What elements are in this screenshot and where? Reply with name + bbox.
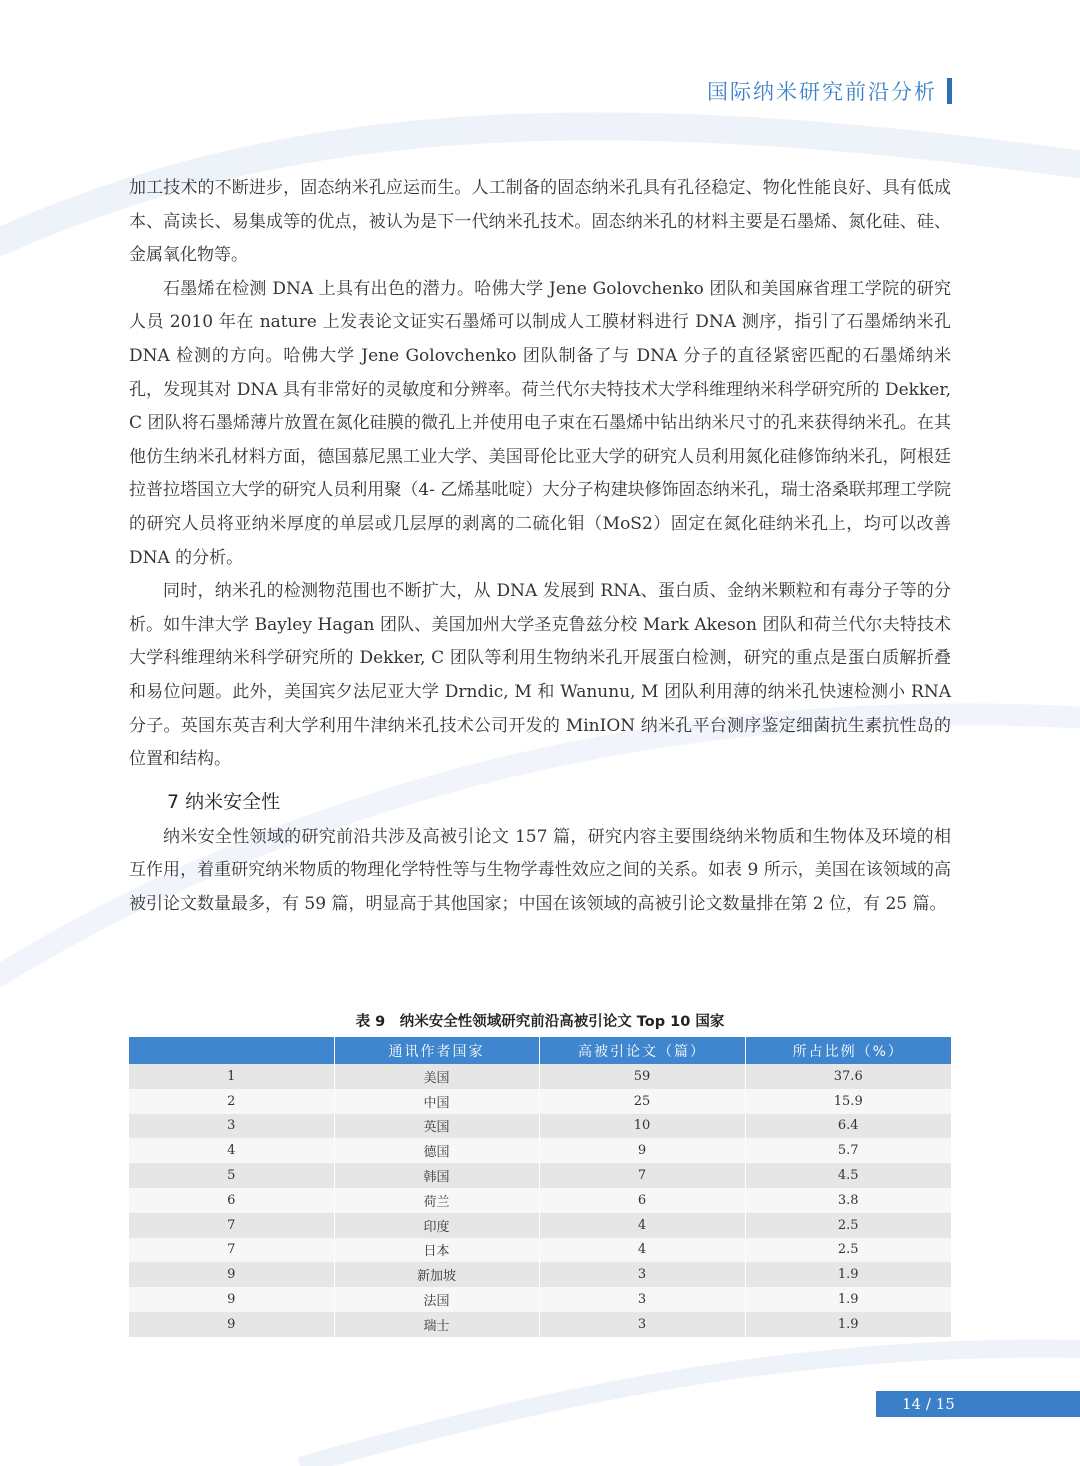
- table-row: [129, 1188, 951, 1213]
- table-row: [129, 1238, 951, 1263]
- cell-papers: 6: [539, 1188, 745, 1213]
- table-row: [129, 1262, 951, 1287]
- cell-papers: 7: [539, 1163, 745, 1188]
- section-paragraph: 纳米安全性领域的研究前沿共涉及高被引论文 157 篇，研究内容主要围绕纳米物质和生物体及环境的相互作用，着重研究纳米物质的物理化学特性等与生物学毒性效应之间的关系。如表 9 所示，美国在该领域的高被引论文数量最多，有 59 篇，明显高于其他国家；中国在该领域的高被引论文数量排在第 2 位，有 25 篇。: [129, 826, 951, 914]
- cell-rank: 5: [129, 1163, 334, 1188]
- cell-country: 法国: [334, 1287, 539, 1312]
- cell-country: 荷兰: [334, 1188, 539, 1213]
- cell-papers: 3: [539, 1287, 745, 1312]
- table-row: [129, 1138, 951, 1163]
- cell-country: 新加坡: [334, 1262, 539, 1287]
- table-row: [129, 1163, 951, 1188]
- cell-rank: 1: [129, 1064, 334, 1089]
- cell-rank: 7: [129, 1238, 334, 1263]
- paragraph-2: 石墨烯在检测 DNA 上具有出色的潜力。哈佛大学 Jene Golovchenko 团队和美国麻省理工学院的研究人员 2010 年在 nature 上发表论文证实石墨烯可以制成人工膜材料进行 DNA 测序，指引了石墨烯纳米孔 DNA 检测的方向。哈佛大学 Jene Golovchenko 团队制备了与 DNA 分子的直径紧密匹配的石墨烯纳米孔，发现其对 DNA 具有非常好的灵敏度和分辨率。荷兰代尔夫特技术大学科维理纳米科学研究所的 Dekker, C 团队将石墨烯薄片放置在氮化硅膜的微孔上并使用电子束在石墨烯中钻出纳米尺寸的孔来获得纳米孔。在其他仿生纳米孔材料方面，德国慕尼黑工业大学、美国哥伦比亚大学的研究人员利用氮化硅修饰纳米孔，阿根廷拉普拉塔国立大学的研究人员利用聚（4- 乙烯基吡啶）大分子构建块修饰固态纳米孔，瑞士洛桑联邦理工学院的研究人员将亚纳米厚度的单层或几层厚的剥离的二硫化钼（MoS2）固定在氮化硅纳米孔上，均可以改善 DNA 的分析。: [129, 278, 951, 568]
- cell-share: 5.7: [745, 1138, 951, 1163]
- table-caption: 表 9 纳米安全性领域研究前沿高被引论文 Top 10 国家: [355, 1014, 725, 1030]
- table-row: [129, 1312, 951, 1337]
- header-share: 所占比例（%）: [745, 1037, 951, 1064]
- cell-share: 1.9: [745, 1312, 951, 1337]
- country-table: [129, 1037, 951, 1337]
- cell-papers: 10: [539, 1114, 745, 1139]
- cell-rank: 9: [129, 1262, 334, 1287]
- cell-country: 英国: [334, 1114, 539, 1139]
- table-row: [129, 1089, 951, 1114]
- cell-papers: 9: [539, 1138, 745, 1163]
- table-row: [129, 1213, 951, 1238]
- cell-share: 1.9: [745, 1287, 951, 1312]
- page-number: 14 / 15: [876, 1391, 1080, 1417]
- cell-country: 美国: [334, 1064, 539, 1089]
- cell-country: 瑞士: [334, 1312, 539, 1337]
- cell-papers: 4: [539, 1213, 745, 1238]
- running-header-title: 国际纳米研究前沿分析: [707, 80, 937, 104]
- cell-share: 15.9: [745, 1089, 951, 1114]
- cell-rank: 7: [129, 1213, 334, 1238]
- cell-country: 中国: [334, 1089, 539, 1114]
- cell-rank: 3: [129, 1114, 334, 1139]
- table-row: [129, 1287, 951, 1312]
- cell-rank: 9: [129, 1287, 334, 1312]
- paragraph-1: 加工技术的不断进步，固态纳米孔应运而生。人工制备的固态纳米孔具有孔径稳定、物化性能良好、具有低成本、高读长、易集成等的优点，被认为是下一代纳米孔技术。固态纳米孔的材料主要是石墨烯、氮化硅、硅、金属氧化物等。: [129, 178, 951, 266]
- cell-share: 1.9: [745, 1262, 951, 1287]
- cell-papers: 25: [539, 1089, 745, 1114]
- table-header-row: [129, 1037, 951, 1064]
- cell-papers: 3: [539, 1312, 745, 1337]
- main-text: [129, 172, 951, 921]
- cell-country: 印度: [334, 1213, 539, 1238]
- cell-share: 4.5: [745, 1163, 951, 1188]
- section-title: 7 纳米安全性: [167, 790, 281, 813]
- table-row: [129, 1064, 951, 1089]
- cell-rank: 4: [129, 1138, 334, 1163]
- cell-share: 3.8: [745, 1188, 951, 1213]
- cell-papers: 59: [539, 1064, 745, 1089]
- paragraph-3: 同时，纳米孔的检测物范围也不断扩大，从 DNA 发展到 RNA、蛋白质、金纳米颗粒和有毒分子等的分析。如牛津大学 Bayley Hagan 团队、美国加州大学圣克鲁兹分校 Mark Akeson 团队和荷兰代尔夫特技术大学科维理纳米科学研究所的 Dekker, C 团队等利用生物纳米孔开展蛋白检测，研究的重点是蛋白质解折叠和易位问题。此外，美国宾夕法尼亚大学 Drndic, M 和 Wanunu, M 团队利用薄的纳米孔快速检测小 RNA 分子。英国东英吉利大学利用牛津纳米孔技术公司开发的 MinION 纳米孔平台测序鉴定细菌抗生素抗性岛的位置和结构。: [129, 581, 951, 770]
- cell-country: 韩国: [334, 1163, 539, 1188]
- cell-papers: 3: [539, 1262, 745, 1287]
- running-header: [707, 76, 952, 106]
- header-country: 通讯作者国家: [334, 1037, 539, 1064]
- cell-country: 德国: [334, 1138, 539, 1163]
- cell-share: 37.6: [745, 1064, 951, 1089]
- cell-rank: 6: [129, 1188, 334, 1213]
- cell-country: 日本: [334, 1238, 539, 1263]
- cell-share: 2.5: [745, 1213, 951, 1238]
- cell-share: 6.4: [745, 1114, 951, 1139]
- cell-rank: 2: [129, 1089, 334, 1114]
- cell-share: 2.5: [745, 1238, 951, 1263]
- table-row: [129, 1114, 951, 1139]
- header-papers: 高被引论文（篇）: [539, 1037, 745, 1064]
- header-rank: [129, 1037, 334, 1064]
- cell-papers: 4: [539, 1238, 745, 1263]
- header-accent-bar: [947, 78, 952, 104]
- cell-rank: 9: [129, 1312, 334, 1337]
